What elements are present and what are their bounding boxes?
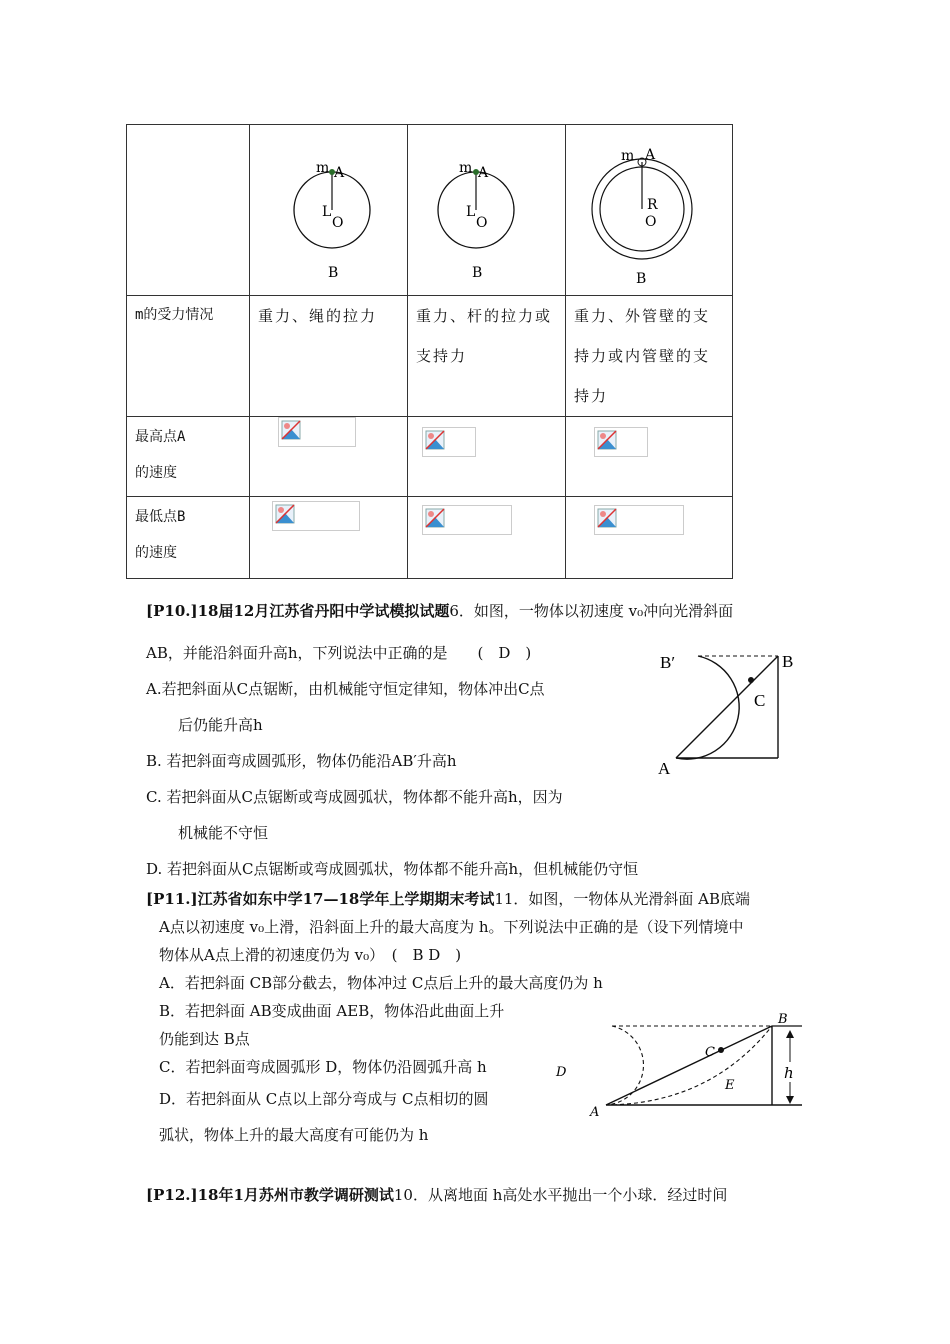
label-b: B <box>328 265 339 281</box>
row-header-bottom: 最低点B 的速度 <box>135 509 186 561</box>
p11-option-c: C．若把斜面弯成圆弧形 D，物体仍沿圆弧升高 h <box>159 1058 487 1076</box>
rod-diagram-cell <box>408 125 566 296</box>
formula-image-placeholder <box>272 501 360 531</box>
label-a: A <box>334 165 345 181</box>
label-c: C <box>705 1045 715 1060</box>
p10-incline-figure <box>650 646 810 780</box>
label-m: m <box>621 148 635 164</box>
p11-option-b-cont: 仍能到达 B点 <box>159 1030 250 1048</box>
p10-option-c: C. 若把斜面从C点锯断或弯成圆弧状，物体都不能升高h，因为 <box>146 788 563 806</box>
p11-option-d-cont: 弧状，物体上升的最大高度有可能仍为 h <box>159 1126 429 1144</box>
p10-question-header: [P10.]18届12月江苏省丹阳中学试模拟试题6．如图，一物体以初速度 v₀冲向光滑斜面 <box>146 602 734 620</box>
motion-comparison-table <box>126 124 733 579</box>
label-a: A <box>645 147 656 163</box>
label-c: C <box>754 691 766 710</box>
p11-option-d: D．若把斜面从 C点以上部分弯成与 C点相切的圆 <box>159 1090 489 1108</box>
label-b: B <box>778 1012 788 1027</box>
p10-stem: AB，并能沿斜面升高h，下列说法中正确的是 ( D ) <box>146 644 532 662</box>
label-m: m <box>459 160 473 176</box>
p10-option-a: A.若把斜面从C点锯断，由机械能守恒定律知，物体冲出C点 <box>146 680 545 698</box>
label-b: B <box>636 271 647 287</box>
formula-image-placeholder <box>422 427 476 457</box>
label-d: D <box>556 1065 567 1080</box>
label-e: E <box>725 1078 735 1093</box>
label-b: B <box>472 265 483 281</box>
rope-diagram-cell <box>250 125 408 296</box>
label-o: O <box>332 215 344 231</box>
p10-option-a-cont: 后仍能升高h <box>178 716 263 734</box>
formula-image-placeholder <box>594 505 684 535</box>
label-a: A <box>478 165 489 181</box>
rod-circle-diagram <box>408 125 565 291</box>
p11-incline-figure <box>540 1008 810 1124</box>
p11-option-b: B．若把斜面 AB变成曲面 AEB，物体沿此曲面上升 <box>159 1002 505 1020</box>
formula-image-placeholder <box>422 505 512 535</box>
label-a: A <box>658 759 671 778</box>
label-l: L <box>322 204 332 220</box>
row-header-force: m的受力情况 <box>135 307 214 323</box>
table-corner-cell <box>127 125 250 296</box>
p10-option-d: D. 若把斜面从C点锯断或弯成圆弧状，物体都不能升高h，但机械能仍守恒 <box>146 860 639 878</box>
label-b-prime: B′ <box>660 653 676 672</box>
label-h: h <box>784 1064 794 1082</box>
tube-diagram-cell <box>566 125 733 296</box>
label-r: R <box>647 197 658 213</box>
p11-option-a: A．若把斜面 CB部分截去，物体冲过 C点后上升的最大高度仍为 h <box>159 974 603 992</box>
label-m: m <box>316 160 330 176</box>
rope-circle-diagram <box>250 125 407 291</box>
p12-question-header: [P12.]18年1月苏州市教学调研测试10．从离地面 h高处水平抛出一个小球．经过时间 <box>146 1186 728 1204</box>
force-tube: 重力、外管壁的支持力或内管壁的支持力 <box>574 307 711 405</box>
formula-image-placeholder <box>594 427 648 457</box>
force-rope: 重力、绳的拉力 <box>258 307 378 325</box>
p11-stem-cont: 物体从A点上滑的初速度仍为 v₀） ( B D ) <box>159 946 462 964</box>
label-l: L <box>466 204 476 220</box>
label-o: O <box>645 214 657 230</box>
p11-question-header: [P11.]江苏省如东中学17—18学年上学期期末考试11．如图，一物体从光滑斜面 AB底端 <box>146 890 751 908</box>
tube-circle-diagram <box>566 125 732 291</box>
label-b: B <box>782 652 794 671</box>
row-header-top: 最高点A 的速度 <box>135 429 186 481</box>
label-a: A <box>590 1105 600 1120</box>
force-rod: 重力、杆的拉力或支持力 <box>416 307 553 365</box>
formula-image-placeholder <box>278 417 356 447</box>
p11-stem: A点以初速度 v₀上滑，沿斜面上升的最大高度为 h。下列说法中正确的是（设下列情境中 <box>159 918 744 936</box>
p10-option-c-cont: 机械能不守恒 <box>178 824 269 842</box>
p10-option-b: B. 若把斜面弯成圆弧形，物体仍能沿AB′升高h <box>146 752 457 770</box>
label-o: O <box>476 215 488 231</box>
